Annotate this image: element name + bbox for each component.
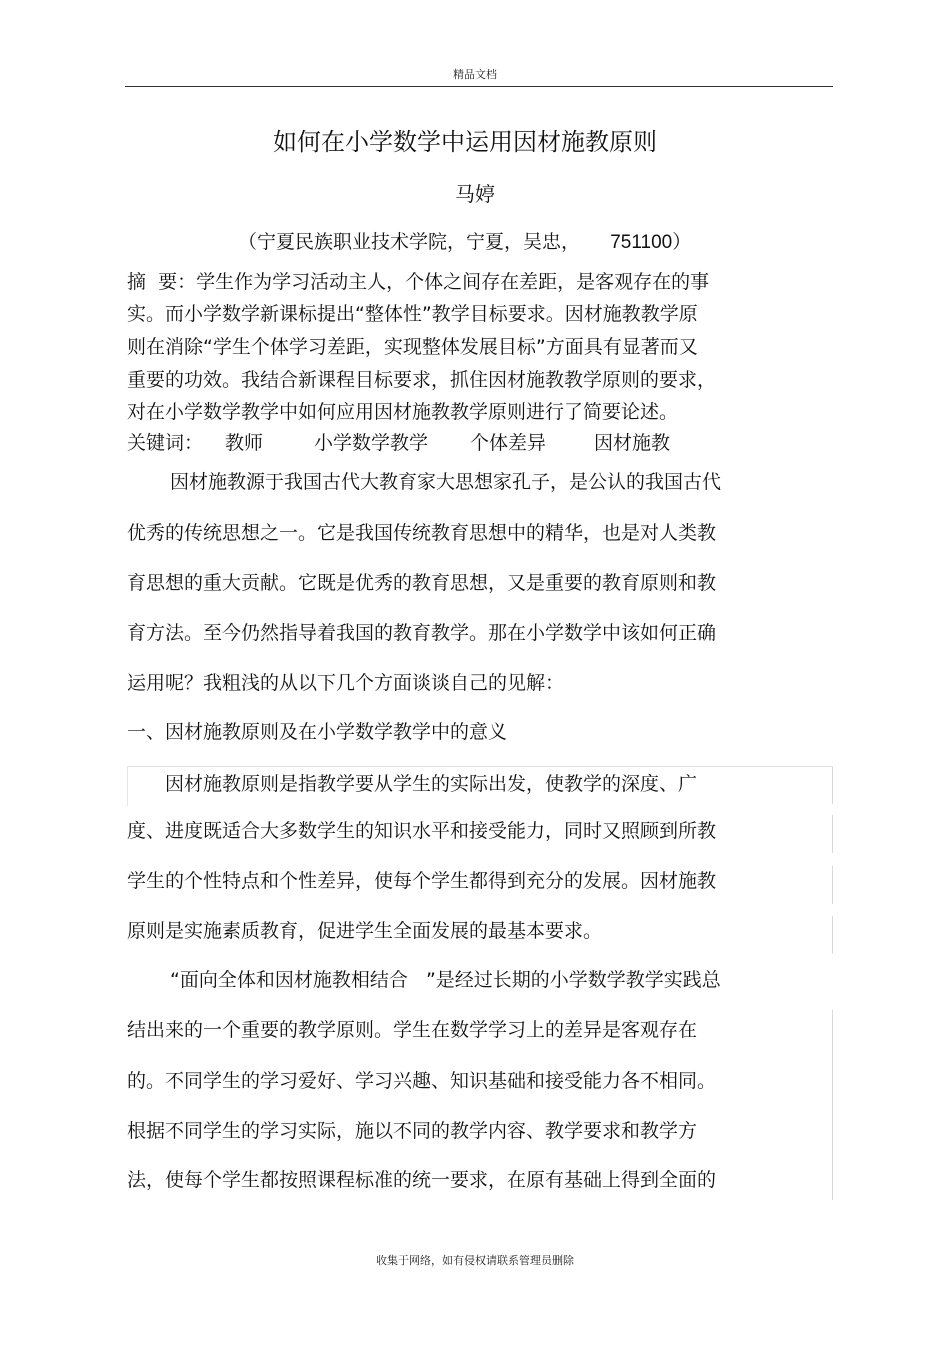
body-line: 的。不同学生的学习爱好、学习兴趣、知识基础和接受能力各不相同。 [127,1070,717,1092]
article-author: 马婷 [455,182,495,206]
scan-frame-fragment [832,1010,833,1200]
page-footer: 收集于网络，如有侵权请联系管理员删除 [376,1254,574,1267]
abstract-line: 实。而小学数学新课标提出“整体性”教学目标要求。因材施教教学原 [127,303,698,325]
body-line: 学生的个性特点和个性差异，使每个学生都得到充分的发展。因材施教 [127,870,717,892]
keyword-item: 个体差异 [470,432,547,454]
keyword-item: 小学数学教学 [314,432,429,454]
body-line: “面向全体和因材施教相结合 ”是经过长期的小学数学教学实践总 [170,969,721,991]
affiliation-postcode: 751100） [610,232,692,253]
scan-frame-fragment [832,866,833,904]
keyword-item: 因材施教 [594,432,671,454]
body-line: 运用呢？我粗浅的从以下几个方面谈谈自己的见解： [127,672,565,694]
body-line: 原则是实施素质教育，促进学生全面发展的最基本要求。 [127,920,603,942]
body-line: 优秀的传统思想之一。它是我国传统教育思想中的精华，也是对人类教 [127,522,717,544]
article-title: 如何在小学数学中运用因材施教原则 [273,128,657,156]
abstract-line: 则在消除“学生个体学习差距，实现整体发展目标”方面具有显著而又 [127,336,698,358]
body-line: 根据不同学生的学习实际，施以不同的教学内容、教学要求和教学方 [127,1120,698,1142]
body-line: 育思想的重大贡献。它既是优秀的教育思想，又是重要的教育原则和教 [127,572,717,594]
scan-frame-fragment [832,766,833,804]
keywords-label: 关键词： [127,432,204,454]
abstract-line: 摘 要：学生作为学习活动主人，个体之间存在差距，是客观存在的事 [127,271,710,293]
section-heading: 一、因材施教原则及在小学数学教学中的意义 [127,721,508,743]
body-line: 因材施教源于我国古代大教育家大思想家孔子，是公认的我国古代 [170,471,722,493]
body-line: 结出来的一个重要的教学原则。学生在数学学习上的差异是客观存在 [127,1019,698,1041]
page-header: 精品文档 [453,68,497,81]
body-line: 法，使每个学生都按照课程标准的统一要求，在原有基础上得到全面的 [127,1169,717,1191]
scan-frame-fragment [832,916,833,954]
article-affiliation [238,227,691,254]
body-line: 因材施教原则是指教学要从学生的实际出发，使教学的深度、广 [165,773,698,795]
scan-frame-fragment [832,815,833,853]
affiliation-text: （宁夏民族职业技术学院，宁夏，吴忠， [238,231,581,253]
keyword-item: 教师 [225,432,264,454]
header-rule [125,86,833,87]
abstract-line: 对在小学数学教学中如何应用因材施教教学原则进行了简要论述。 [127,401,679,423]
body-line: 育方法。至今仍然指导着我国的教育教学。那在小学数学中该如何正确 [127,622,717,644]
scan-frame-left [127,766,128,806]
abstract-line: 重要的功效。我结合新课程目标要求，抓住因材施教教学原则的要求， [127,369,717,391]
scan-frame-top [127,766,833,767]
body-line: 度、进度既适合大多数学生的知识水平和接受能力，同时又照顾到所教 [127,820,717,842]
